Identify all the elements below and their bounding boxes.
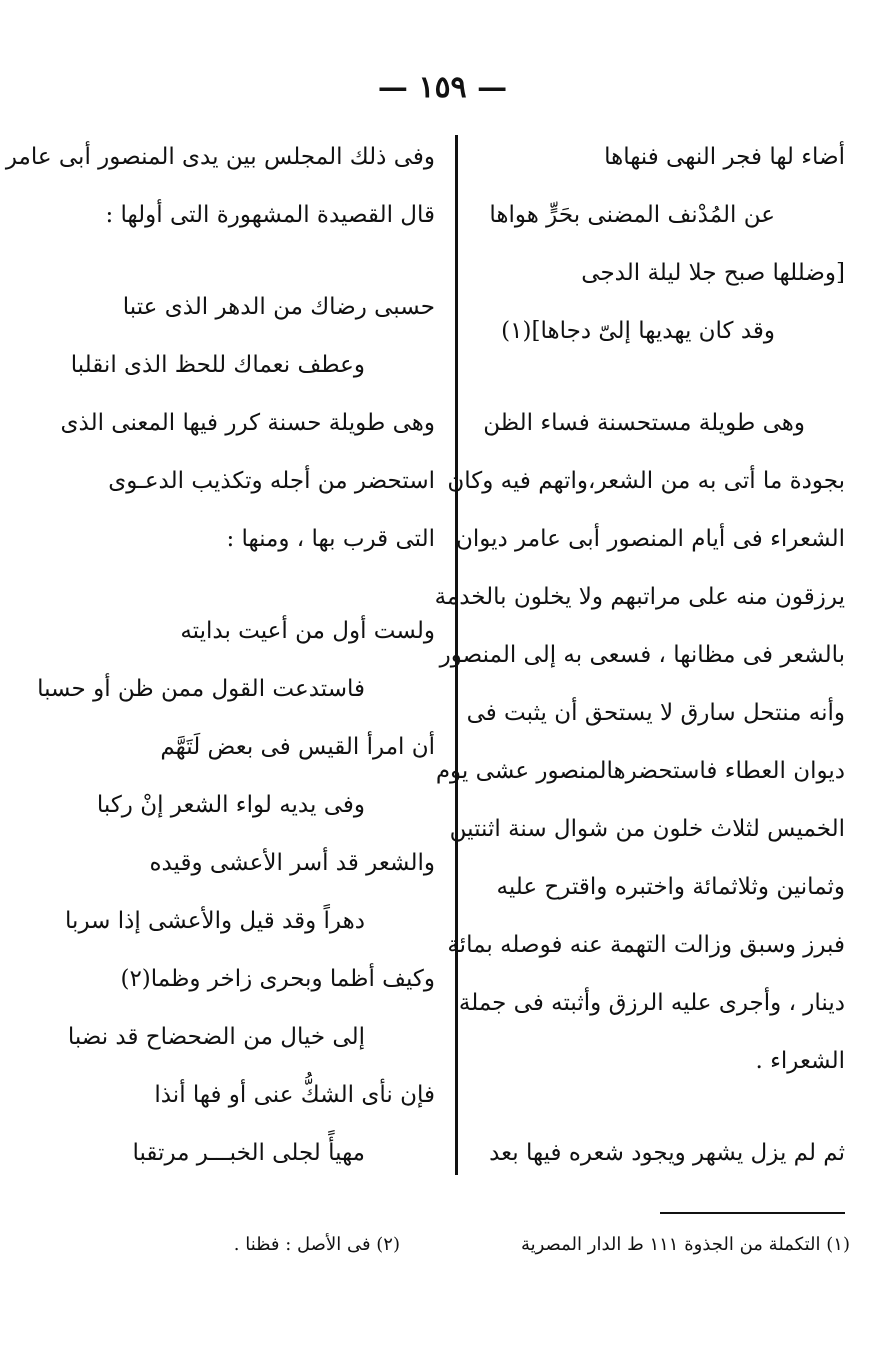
footnote-rule [660,1212,845,1214]
text-line: أضاء لها فجر النهى فنهاها [604,144,845,170]
page-number: — ١٥٩ — [377,70,508,105]
text-line: فإن نأى الشكُّ عنى أو فها أنذا [154,1082,435,1108]
footnote-2: (٢) فى الأصل : فظنا . [233,1234,400,1255]
text-line: بالشعر فى مظانها ، فسعى به إلى المنصور [439,642,845,668]
paragraph-gap [65,244,435,278]
text-line: إلى خيال من الضحضاح قد نضبا [67,1024,365,1050]
text-line: وأنه منتحل سارق لا يستحق أن يثبت فى [466,700,845,726]
text-line: وكيف أظما وبحرى زاخر وظما(٢) [120,966,435,992]
left-column [5,128,435,1182]
text-line: أن امرأ القيس فى بعض لَتَهَّم [160,734,435,760]
footnote-1: (١) التكملة من الجذوة ١١١ ط الدار المصرية [520,1234,850,1255]
text-line: ولست أول من أعيت بدايته [180,618,435,644]
text-line: الشعراء فى أيام المنصور أبى عامر ديوان [455,526,845,552]
right-column [434,128,845,1182]
text-line: وقد كان يهديها إلىّ دجاها](١) [501,318,775,344]
text-line: حسبى رضاك من الدهر الذى عتبا [122,294,435,320]
text-line: وفى يديه لواء الشعر إنْ ركبا [96,792,365,818]
text-line: فبرز وسبق وزالت التهمة عنه فوصله بمائة [447,932,845,958]
text-line: ثم لم يزل يشهر ويجود شعره فيها بعد [489,1140,845,1166]
text-line: وهى طويلة حسنة كرر فيها المعنى الذى [60,410,435,436]
text-line: مهيأً لجلى الخبـــر مرتقبا [132,1140,365,1166]
text-line: بجودة ما أتى به من الشعر،واتهم فيه وكان [447,468,845,494]
text-line: فاستدعت القول ممن ظن أو حسبا [37,676,365,702]
text-line: وهى طويلة مستحسنة فساء الظن [483,410,805,436]
text-line: وثمانين وثلاثمائة واختبره واقترح عليه [496,874,845,900]
text-line: والشعر قد أسر الأعشى وقيده [149,850,435,876]
paragraph-gap [485,1090,845,1124]
paragraph-gap [65,568,435,602]
text-line: عن المُدْنف المضنى بحَرٍّ هواها [489,202,775,228]
text-line: دهراً وقد قيل والأعشى إذا سربا [65,908,365,934]
text-line: وفى ذلك المجلس بين يدى المنصور أبى عامر [5,144,435,170]
text-line: التى قرب بها ، ومنها : [226,526,435,552]
text-line: [وضللها صبح جلا ليلة الدجى [581,260,845,286]
text-line: قال القصيدة المشهورة التى أولها : [105,202,435,228]
text-line: الخميس لثلاث خلون من شوال سنة اثنتين [449,816,845,842]
text-line: دينار ، وأجرى عليه الرزق وأثبته فى جملة [458,990,845,1016]
footnotes [60,1225,850,1265]
text-line: ديوان العطاء فاستحضرهالمنصور عشى يوم [435,758,845,784]
paragraph-gap [485,360,845,394]
text-line: الشعراء . [755,1048,845,1074]
text-line: استحضر من أجله وتكذيب الدعـوى [108,468,435,494]
text-line: وعطف نعماك للحظ الذى انقلبا [70,352,365,378]
text-line: يرزقون منه على مراتبهم ولا يخلون بالخدمة [434,584,845,610]
